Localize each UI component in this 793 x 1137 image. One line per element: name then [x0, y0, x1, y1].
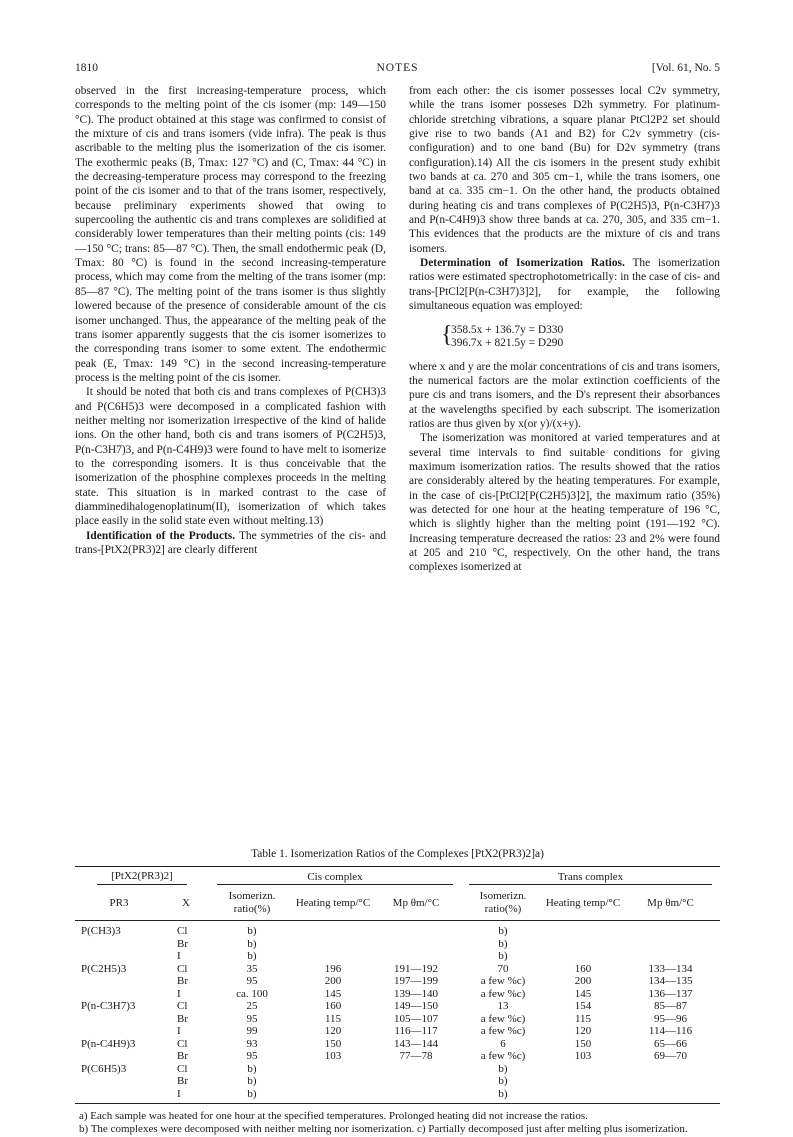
cell-cis-temp [295, 921, 371, 938]
table-footnotes [75, 1110, 720, 1137]
cell-x: Br [177, 1012, 188, 1025]
cell-pr3: P(n-C4H9)3 [81, 1037, 136, 1050]
cell-pr3: P(C6H5)3 [81, 1062, 127, 1075]
cell-trans-temp: 154 [574, 1000, 592, 1012]
cell-cis-ratio: ca. 100 [236, 987, 268, 1000]
cell-trans-mp [621, 950, 720, 963]
cell-trans-mp [621, 938, 720, 951]
table-caption: Table 1. Isomerization Ratios of the Complexes [PtX2(PR3)2]a) [251, 848, 544, 860]
cell-trans-temp [545, 1063, 621, 1076]
cell-cis-temp [295, 938, 371, 951]
cell-cis-mp: 116—117 [394, 1025, 438, 1037]
paragraph-dta-discussion: observed in the first increasing-temperature process, which corresponds to the melting point of the cis isomer (mp: 149—150 °C). The product obtained at this stage was confirmed to consist of the mixture of cis and trans isomers (vide infra). The peak is thus ascribable to the melting plus the isomerization of the cis isomer. The exothermic peaks (B, Tmax: 127 °C) and (C, Tmax: 44 °C) in the decreasing-temperature process may correspond to the freezing point of the cis isomer and to that of the trans isomer, respectively, because preliminary experiments showed that owing to supercooling the authentic cis and trans complexes are solidified at considerably lower temperatures than their melting points (cis: 149—150 °C; trans: 85—87 °C). Then, the small endothermic peak (D, Tmax: 80 °C) is found in the second increasing-temperature process, which may come from the melting of the trans isomer (mp: 85—87 °C). The melting point of the trans isomer is thus slightly lowered because of the presence of considerable amount of the cis isomer unchanged. Thus, the appearance of the melting peak of the trans isomer apparently suggests that the cis isomer isomerizes to the corresponding trans isomer to some extent. The endothermic peak (E, Tmax: 149 °C) in the second increasing-temperature process is the melting point of the cis isomer. [75, 85, 386, 384]
table-header-groups [75, 867, 720, 888]
cell-cis-temp: 200 [324, 975, 342, 987]
cell-trans-mp: 95—96 [654, 1012, 687, 1025]
paragraph-identification [75, 529, 386, 558]
table-row [75, 1063, 720, 1076]
page-number: 1810 [75, 62, 98, 74]
cell-cis-ratio: b) [247, 1087, 257, 1100]
col-header-cis-temp: Heating temp/°C [295, 896, 371, 909]
group-header-complex: [PtX2(PR3)2] [75, 867, 209, 888]
cell-pr3 [75, 1013, 163, 1026]
cell-cis-temp: 145 [324, 987, 342, 1000]
cell-cis-ratio: b) [247, 950, 257, 962]
cell-trans-mp: 85—87 [654, 1000, 687, 1012]
cell-x: Cl [177, 1062, 188, 1075]
table-row [75, 1013, 720, 1026]
cell-pr3 [75, 975, 163, 988]
table-row [75, 975, 720, 988]
cell-cis-temp: 120 [324, 1025, 342, 1037]
cell-trans-ratio: 6 [500, 1037, 506, 1050]
cell-pr3: P(CH3)3 [81, 925, 121, 937]
running-header [75, 62, 720, 78]
paragraph-text: The isomerization ratios were estimated spectrophotometrically: in the case of cis- and trans-[PtCl2[P(n-C3H7)3]2], for example, the following simultaneous equation was employed: [409, 257, 720, 313]
table-header-columns [75, 887, 720, 921]
cell-x: Cl [177, 925, 188, 937]
table-row [75, 988, 720, 1001]
footnote-a: a) Each sample was heated for one hour at the specified temperatures. Prolonged heating did not increase the ratios. [79, 1110, 588, 1122]
cell-trans-temp: 200 [574, 975, 592, 987]
cell-trans-mp: 133—134 [648, 962, 693, 975]
cell-cis-mp: 197—199 [394, 975, 438, 987]
cell-cis-temp: 103 [324, 1050, 342, 1062]
cell-trans-mp: 65—66 [654, 1037, 687, 1050]
cell-trans-temp [545, 1088, 621, 1104]
cell-trans-temp: 160 [574, 962, 592, 975]
table-row [75, 921, 720, 938]
cell-pr3: P(n-C3H7)3 [81, 1000, 136, 1012]
cell-pr3 [75, 950, 163, 963]
cell-trans-ratio: a few %c) [480, 1025, 526, 1037]
cell-cis-ratio: b) [247, 937, 257, 950]
cell-x: I [177, 1025, 181, 1037]
cell-trans-temp [545, 938, 621, 951]
cell-cis-mp [371, 938, 461, 951]
cell-cis-temp: 160 [324, 1000, 342, 1012]
cell-trans-ratio: 70 [497, 962, 509, 975]
cell-x: Br [177, 975, 188, 987]
cell-cis-mp [371, 950, 461, 963]
paragraph-monitoring: The isomerization was monitored at varied temperatures and at several time intervals to find suitable conditions for giving maximum isomerization ratios. The results showed that the ratios are considerably altered by the heating temperatures. For example, in the case of cis-[PtCl2[P(C2H5)3]2], the maximum ratio (35%) was detected for one hour at the heating temperature of 196 °C, which is slightly higher than the melting point (191—192 °C). Increasing temperature decreased the ratios: 23 and 2% were found at 205 and 210 °C, respectively. On the other hand, the trans complexes isomerized at [409, 432, 720, 574]
table-body [75, 921, 720, 1104]
cell-x: Br [177, 1075, 188, 1087]
table-1 [75, 848, 720, 1137]
table-row [75, 1038, 720, 1051]
col-header-trans-mp: Mp θm/°C [647, 896, 694, 909]
left-column [75, 84, 386, 557]
cell-cis-mp: 77—78 [399, 1050, 433, 1062]
cell-cis-temp [295, 1075, 371, 1088]
cell-trans-ratio: b) [498, 925, 508, 937]
cell-trans-mp: 114—116 [648, 1025, 693, 1037]
paragraph-variables: where x and y are the molar concentrations of cis and trans isomers, the numerical factors are the molar extinction coefficients of the pure cis and trans isomers, and the D's represent their absorbances at the wavelengths specified by each subscript. The isomerization ratios are thus given by x(or y)/(x+y). [409, 360, 720, 430]
cell-trans-temp [545, 921, 621, 938]
cell-trans-mp [621, 1063, 720, 1076]
cell-x: Cl [177, 962, 188, 975]
cell-trans-ratio: b) [498, 1075, 508, 1087]
cell-trans-mp: 69—70 [654, 1050, 687, 1062]
cell-cis-ratio: b) [247, 1062, 257, 1075]
col-header-trans-temp: Heating temp/°C [545, 896, 621, 909]
cell-trans-temp [545, 950, 621, 963]
cell-x: I [177, 950, 181, 962]
col-header-trans-ratio: Isomerizn. ratio(%) [479, 890, 527, 915]
cell-cis-ratio: 99 [246, 1025, 258, 1037]
table-row [75, 950, 720, 963]
cell-trans-ratio: b) [498, 1087, 508, 1100]
cell-trans-mp: 134—135 [648, 975, 693, 987]
cell-x: I [177, 987, 181, 1000]
cell-cis-mp [371, 921, 461, 938]
cell-trans-mp: 136—137 [648, 987, 693, 1000]
cell-x: Br [177, 937, 188, 950]
footnote-bc: b) The complexes were decomposed with neither melting nor isomerization. c) Partially decomposed just after melting plus isomerization. [79, 1123, 688, 1136]
cell-cis-temp [295, 1063, 371, 1076]
paragraph-determination [409, 256, 720, 313]
cell-cis-ratio: b) [247, 1075, 257, 1087]
cell-cis-ratio: 35 [246, 962, 258, 975]
cell-cis-temp [295, 950, 371, 963]
cell-cis-mp: 105—107 [394, 1012, 438, 1025]
cell-cis-ratio: 95 [246, 1012, 258, 1025]
cell-cis-mp: 143—144 [394, 1037, 438, 1050]
cell-trans-temp: 103 [574, 1050, 592, 1062]
cell-cis-ratio: 95 [246, 975, 258, 987]
cell-pr3: P(C2H5)3 [81, 962, 127, 975]
paragraph-heading: Determination of Isomerization Ratios. [420, 257, 625, 270]
cell-cis-ratio: 95 [246, 1050, 258, 1062]
cell-pr3 [75, 1088, 163, 1104]
cell-trans-mp [621, 921, 720, 938]
paragraph-heading: Identification of the Products. [86, 529, 236, 542]
cell-cis-temp: 115 [324, 1012, 342, 1025]
col-header-cis-mp: Mp θm/°C [392, 896, 440, 909]
group-header-trans: Trans complex [461, 867, 720, 888]
cell-cis-ratio: 93 [246, 1037, 258, 1050]
cell-pr3 [75, 1025, 163, 1038]
cell-cis-mp: 139—140 [394, 987, 438, 1000]
cell-cis-mp: 191—192 [394, 962, 438, 975]
cell-x: Cl [177, 1000, 188, 1012]
cell-cis-temp: 150 [324, 1037, 342, 1050]
cell-trans-mp [621, 1088, 720, 1104]
cell-trans-ratio: b) [498, 1062, 508, 1075]
equation-line-1: 358.5x + 136.7y = D330 [451, 323, 564, 336]
cell-pr3 [75, 938, 163, 951]
cell-cis-temp: 196 [324, 962, 342, 975]
cell-x: Br [177, 1050, 188, 1062]
cell-trans-mp [621, 1075, 720, 1088]
cell-trans-ratio: b) [498, 937, 508, 950]
cell-trans-temp: 150 [574, 1037, 592, 1050]
cell-cis-ratio: b) [247, 925, 257, 937]
group-header-cis: Cis complex [209, 867, 461, 888]
table-row [75, 1088, 720, 1104]
table-row [75, 1050, 720, 1063]
cell-trans-ratio: b) [498, 950, 508, 962]
cell-cis-mp [371, 1088, 461, 1104]
cell-trans-temp: 120 [574, 1025, 592, 1037]
paragraph-decomposition: It should be noted that both cis and trans complexes of P(CH3)3 and P(C6H5)3 were decomposed in a complicated fashion with neither melting nor isomerization irrespective of the kind of halide ions. On the other hand, both cis and trans isomers of P(C2H5)3, P(n-C3H7)3, and P(n-C4H9)3 were found to have melt to isomerize to the corresponding isomers. It is thus conceivable that the isomerization of the phosphine complexes proceeds in the melting state. This situation is in marked contrast to the case of diamminedihalogenoplatinum(II), isomerization of which takes place easily in the solid state even without melting.13) [75, 386, 386, 528]
cell-cis-mp [371, 1075, 461, 1088]
cell-trans-temp: 145 [574, 987, 592, 1000]
col-header-pr3: PR3 [109, 896, 129, 909]
cell-x: Cl [177, 1037, 188, 1050]
equation-line-2: 396.7x + 821.5y = D290 [451, 336, 564, 349]
cell-trans-ratio: 13 [497, 1000, 509, 1012]
table-row [75, 963, 720, 976]
section-title: NOTES [376, 62, 419, 74]
cell-pr3 [75, 1050, 163, 1063]
brace-glyph: { [441, 321, 453, 348]
table-row [75, 1075, 720, 1088]
paragraph-symmetry: from each other: the cis isomer possesses local C2v symmetry, while the trans isomer posseses D2h symmetry. For platinum-chloride stretching vibrations, a square planar PtCl2P2 set should give rise to two bands (A1 and B2) for C2v symmetry (cis-configuration) and to one band (Bu) for D2v symmetry (trans configuration).14) All the cis isomers in the present study exhibit two bands at ca. 270 and 305 cm−1, while the trans isomers, one band at ca. 335 cm−1. On the other hand, the products obtained during heating cis and trans complexes of P(C2H5)3, P(n-C3H7)3 and P(n-C4H9)3 show three bands at ca. 270, 305, and 335 cm−1. This evidences that the products are the mixture of cis and trans isomers. [409, 85, 720, 255]
cell-cis-ratio: 25 [246, 1000, 258, 1012]
table-row [75, 1000, 720, 1013]
cell-pr3 [75, 1075, 163, 1088]
cell-cis-temp [295, 1088, 371, 1104]
volume-label: [Vol. 61, No. 5 [651, 62, 720, 74]
cell-trans-ratio: a few %c) [480, 1050, 526, 1062]
cell-trans-temp: 115 [574, 1012, 592, 1025]
cell-trans-ratio: a few %c) [480, 975, 526, 987]
cell-trans-temp [545, 1075, 621, 1088]
cell-cis-mp [371, 1063, 461, 1076]
cell-trans-ratio: a few %c) [480, 1012, 526, 1025]
isomerization-table [75, 866, 720, 1104]
simultaneous-equation [441, 321, 720, 350]
col-header-cis-ratio: Isomerizn. ratio(%) [228, 890, 276, 915]
right-column [409, 84, 720, 575]
cell-cis-mp: 149—150 [394, 1000, 438, 1012]
table-row [75, 938, 720, 951]
cell-trans-ratio: a few %c) [480, 987, 526, 1000]
paragraph-text: The symmetries of the cis- and trans-[PtX2(PR3)2] are clearly different [75, 529, 386, 556]
cell-pr3 [75, 988, 163, 1001]
col-header-x: X [182, 896, 190, 909]
cell-x: I [177, 1087, 181, 1100]
table-row [75, 1025, 720, 1038]
